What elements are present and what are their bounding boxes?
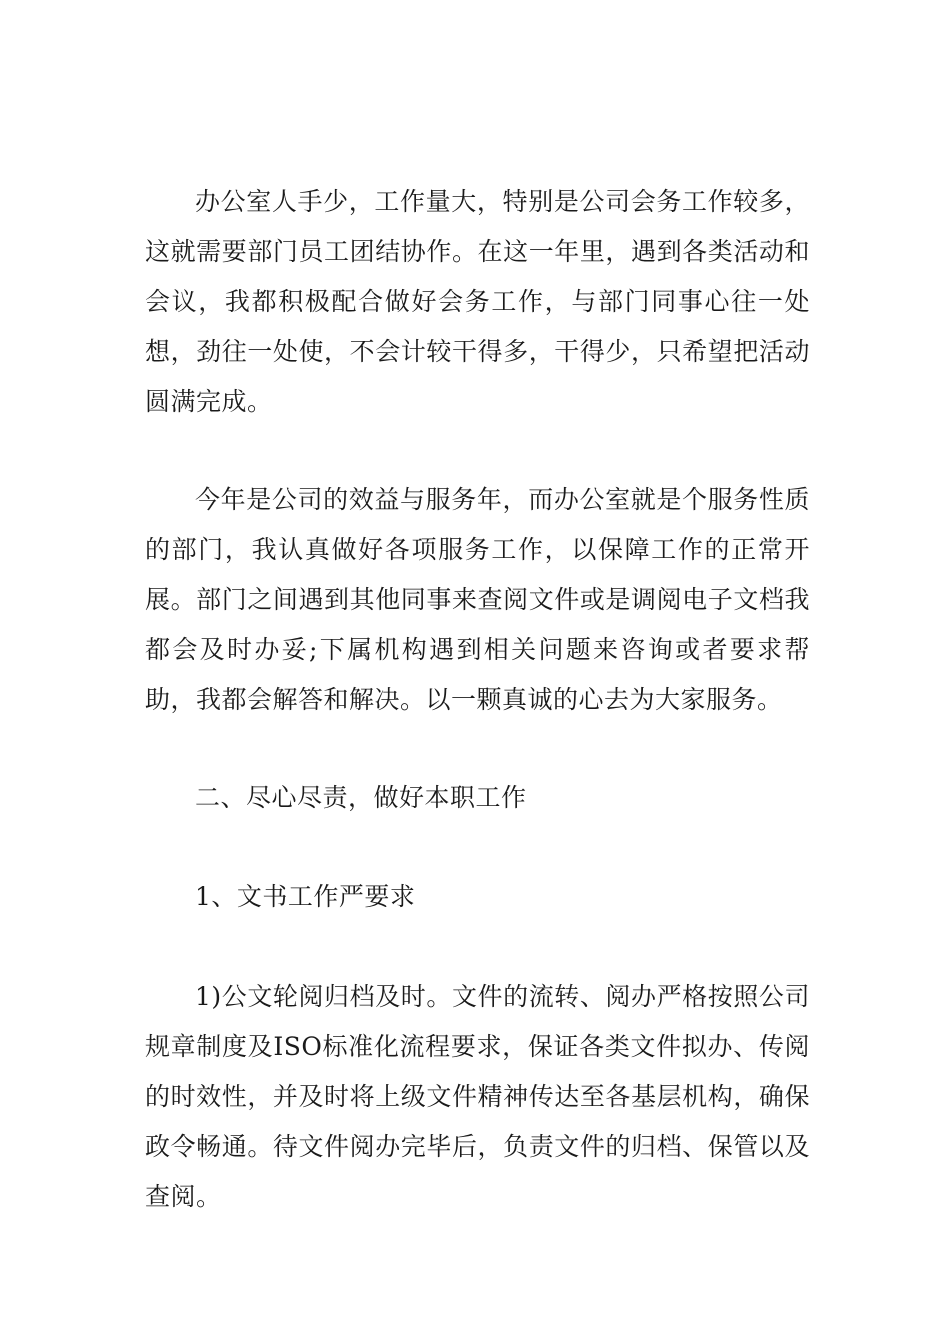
paragraph-service: 今年是公司的效益与服务年，而办公室就是个服务性质的部门，我认真做好各项服务工作，以保障工作的正常开展。部门之间遇到其他同事来查阅文件或是调阅电子文档我都会及时办妥;下属机构遇到相关问题来咨询或者要求帮助，我都会解答和解决。以一颗真诚的心去为大家服务。 xyxy=(145,485,810,714)
paragraph-document-filing: 1)公文轮阅归档及时。文件的流转、阅办严格按照公司规章制度及ISO标准化流程要求，保证各类文件拟办、传阅的时效性，并及时将上级文件精神传达至各基层机构，确保政令畅通。待文件阅办完毕后，负责文件的归档、保管以及查阅。 xyxy=(145,982,810,1211)
section-heading: 二、尽心尽责，做好本职工作 xyxy=(195,783,527,812)
subsection-heading: 1、文书工作严要求 xyxy=(195,882,416,911)
paragraph-teamwork: 办公室人手少，工作量大，特别是公司会务工作较多，这就需要部门员工团结协作。在这一年里，遇到各类活动和会议，我都积极配合做好会务工作，与部门同事心往一处想，劲往一处使，不会计较干得多，干得少，只希望把活动圆满完成。 xyxy=(145,187,810,416)
